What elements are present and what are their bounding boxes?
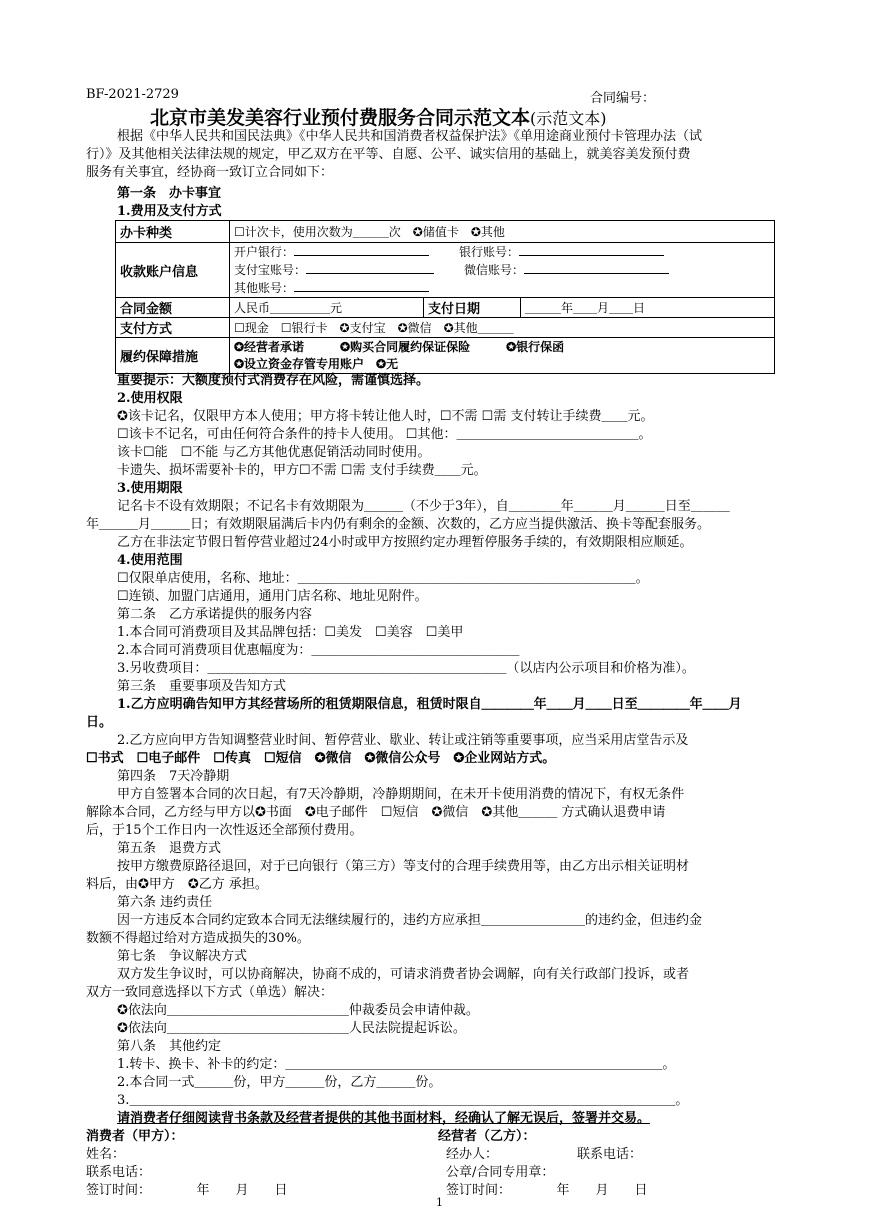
account-line-2 (234, 261, 770, 279)
wechat-label: 微信账号： (464, 263, 525, 277)
operator-label: 经营者（乙方）： (438, 1129, 536, 1144)
payment-options[interactable]: ☐现金 ☐银行卡 ✪支付宝 ✪微信 ✪其他＿＿＿ (230, 318, 775, 338)
bank-label: 开户银行： (234, 245, 295, 259)
pay-date-label: 支付日期 (424, 298, 521, 318)
intro-line-1: 根据《中华人民共和国民法典》《中华人民共和国消费者权益保护法》《单用途商业预付卡管理办法（试 (117, 129, 703, 144)
a5-line-1: 按甲方缴费原路径退回，对于已向银行（第三方）等支付的合理手续费用等，由乙方出示相关证明材 (117, 859, 690, 874)
guarantee-line-1: ✪经营者承诺 ✪购买合同履约保证保险 ✪银行保函 (234, 339, 565, 354)
operator-agent: 经办人： (446, 1147, 499, 1162)
s2-line-2: ☐该卡不记名，可由任何符合条件的持卡人使用。 ☐其他：＿＿＿＿＿＿＿＿＿＿＿＿＿＿。 (117, 427, 652, 442)
article-3-title: 第三条 重要事项及告知方式 (117, 679, 287, 694)
alipay-field[interactable] (306, 261, 434, 274)
notice-risk: 重要提示：大额度预付式消费存在风险，需谨慎选择。 (117, 373, 430, 388)
section-3-title: 3.使用期限 (117, 481, 183, 496)
consumer-date: 签订时间： 年 月 日 (86, 1183, 288, 1198)
a2-line-3: 3.另收费项目：＿＿＿＿＿＿＿＿＿＿＿＿＿＿＿＿＿＿＿＿＿＿＿（以店内公示项目和价格为准）。 (117, 661, 695, 676)
operator-seal: 公章/合同专用章： (446, 1165, 555, 1180)
intro-line-3: 服务有关事宜，经协商一致订立合同如下： (86, 165, 334, 180)
bank-field[interactable] (294, 243, 429, 256)
row-payment (116, 318, 775, 338)
page-number: 1 (436, 1196, 443, 1209)
a7-line-2: 双方一致同意选择以下方式（单选）解决： (86, 985, 334, 1000)
article-7-title: 第七条 争议解决方式 (117, 949, 248, 964)
row-card-type (116, 221, 775, 243)
a3-line-3: ☐书式 ☐电子邮件 ☐传真 ☐短信 ✪微信 ✪微信公众号 ✪企业网站方式。 (86, 751, 556, 766)
s4-line-1: ☐仅限单店使用，名称、地址：＿＿＿＿＿＿＿＿＿＿＿＿＿＿＿＿＿＿＿＿＿＿＿＿＿＿。 (117, 571, 649, 586)
s4-line-2: ☐连锁、加盟门店通用，通用门店名称、地址见附件。 (117, 589, 428, 604)
a3-line-2: 2.乙方应向甲方告知调整营业时间、暂停营业、歇业、转让或注销等重要事项，应当采用店堂告示及 (117, 733, 689, 748)
payment-label: 支付方式 (116, 318, 230, 338)
a4-line-2: 解除本合同，乙方经与甲方以✪书面 ✪电子邮件 ☐短信 ✪微信 ✪其他＿＿＿ 方式确认退费申请 (86, 805, 666, 820)
section-2-title: 2.使用权限 (117, 391, 183, 406)
s3-line-3: 乙方在非法定节假日暂停营业超过24小时或甲方按照约定办理暂停服务手续的，有效期限相应顺延。 (117, 535, 693, 550)
article-2-title: 第二条 乙方承诺提供的服务内容 (117, 607, 313, 622)
consumer-label: 消费者（甲方）： (86, 1129, 184, 1144)
contract-number-label: 合同编号： (590, 91, 656, 106)
a8-line-3: 3.＿＿＿＿＿＿＿＿＿＿＿＿＿＿＿＿＿＿＿＿＿＿＿＿＿＿＿＿＿＿＿＿＿＿＿＿＿＿＿＿＿＿。 (117, 1093, 689, 1108)
account-line-3 (234, 279, 770, 297)
a6-line-2: 数额不得超过给对方造成损失的30%。 (86, 931, 310, 946)
amount-label: 合同金额 (116, 298, 230, 318)
a3-line-1: 1.乙方应明确告知甲方其经营场所的租赁期限信息，租赁时限自＿＿＿＿年＿＿月＿＿日至＿＿＿＿年＿＿月 (117, 697, 742, 712)
account-fields (230, 243, 775, 298)
a7-line-1: 双方发生争议时，可以协商解决，协商不成的，可请求消费者协会调解，向有关行政部门投诉，或者 (117, 967, 690, 982)
s2-line-3: 该卡☐能 ☐不能 与乙方其他优惠促销活动同时使用。 (117, 445, 431, 460)
fee-table (115, 220, 775, 374)
a2-line-1: 1.本合同可消费项目及其品牌包括：☐美发 ☐美容 ☐美甲 (117, 625, 464, 640)
a2-line-2: 2.本合同可消费项目优惠幅度为：＿＿＿＿＿＿＿＿＿＿＿＿＿＿＿＿ (117, 643, 520, 658)
a3-line-1b: 日。 (86, 715, 113, 730)
s3-line-2: 年＿＿＿月＿＿＿日；有效期限届满后卡内仍有剩余的金额、次数的，乙方应当提供激活、换卡等配套服务。 (86, 517, 711, 532)
row-account (116, 243, 775, 298)
pay-date-field[interactable]: ＿＿＿年＿＿月＿＿日 (521, 298, 775, 318)
account-label: 收款账户信息 (116, 243, 230, 298)
a7-line-3: ✪依法向＿＿＿＿＿＿＿＿＿＿＿＿＿＿仲裁委员会申请仲裁。 (117, 1003, 479, 1018)
amount-field[interactable]: 人民币＿＿＿＿＿元 (230, 298, 424, 318)
a4-line-3: 后，于15个工作日内一次性返还全部预付费用。 (86, 823, 363, 838)
a7-line-4: ✪依法向＿＿＿＿＿＿＿＿＿＿＿＿＿＿人民法院提起诉讼。 (117, 1021, 466, 1036)
alipay-label: 支付宝账号： (234, 263, 307, 277)
section-4-title: 4.使用范围 (117, 553, 183, 568)
guarantee-label: 履约保障措施 (116, 338, 230, 374)
doc-code: BF-2021-2729 (86, 87, 179, 102)
a6-line-1: 因一方违反本合同约定致本合同无法继续履行的，违约方应承担＿＿＿＿＿＿＿＿的违约金，但违约金 (117, 913, 703, 928)
card-type-options[interactable]: ☐计次卡，使用次数为＿＿＿次 ✪储值卡 ✪其他 (230, 221, 775, 243)
section-1-title: 1.费用及支付方式 (117, 204, 222, 219)
bank-account-label: 银行账号： (459, 245, 520, 259)
a8-line-2: 2.本合同一式＿＿＿份，甲方＿＿＿份，乙方＿＿＿份。 (117, 1075, 442, 1090)
s3-line-1: 记名卡不设有效期限；不记名卡有效期限为＿＿＿（不少于3年），自＿＿＿＿年＿＿＿月＿＿＿日至＿＿＿ (117, 499, 730, 514)
s2-line-4: 卡遗失、损坏需要补卡的，甲方☐不需 ☐需 支付手续费＿＿元。 (117, 463, 487, 478)
consumer-name: 姓名： (86, 1147, 126, 1162)
bank-account-field[interactable] (519, 243, 664, 256)
guarantee-line-2: ✪设立资金存管专用账户 ✪无 (234, 356, 399, 371)
other-account-field[interactable] (294, 279, 429, 292)
row-amount (116, 298, 775, 318)
account-line-1 (234, 243, 770, 261)
a4-line-1: 甲方自签署本合同的次日起，有7天冷静期，冷静期期间，在未开卡使用消费的情况下，有权无条件 (117, 787, 685, 802)
article-5-title: 第五条 退费方式 (117, 841, 222, 856)
wechat-field[interactable] (524, 261, 669, 274)
a5-line-2: 料后，由✪甲方 ✪乙方 承担。 (86, 877, 268, 892)
intro-line-2: 行）》及其他相关法律法规的规定，甲乙双方在平等、自愿、公平、诚实信用的基础上，就美容美发预付费 (86, 147, 691, 162)
article-8-title: 第八条 其他约定 (117, 1039, 222, 1054)
operator-phone: 联系电话： (577, 1147, 643, 1162)
s2-line-1: ✪该卡记名，仅限甲方本人使用；甲方将卡转让他人时，☐不需 ☐需 支付转让手续费＿＿元。 (117, 409, 654, 424)
page-title (150, 103, 607, 130)
article-4-title: 第四条 7天冷静期 (117, 769, 230, 784)
consumer-phone: 联系电话： (86, 1165, 152, 1180)
title-main: 北京市美发美容行业预付费服务合同示范文本 (150, 107, 531, 129)
notice-read: 请消费者仔细阅读背书条款及经营者提供的其他书面材料，经确认了解无误后，签署并交易。 (117, 1111, 651, 1126)
a8-line-1: 1.转卡、换卡、补卡的约定：＿＿＿＿＿＿＿＿＿＿＿＿＿＿＿＿＿＿＿＿＿＿＿＿＿＿＿＿＿。 (117, 1057, 676, 1072)
other-account-label: 其他账号： (234, 281, 295, 295)
article-6-title: 第六条 违约责任 (117, 895, 213, 910)
title-sub: (示范文本) (530, 109, 607, 128)
operator-date: 签订时间： 年 月 日 (446, 1183, 648, 1198)
article-1-title: 第一条 办卡事宜 (117, 186, 222, 201)
card-type-label: 办卡种类 (116, 221, 230, 243)
